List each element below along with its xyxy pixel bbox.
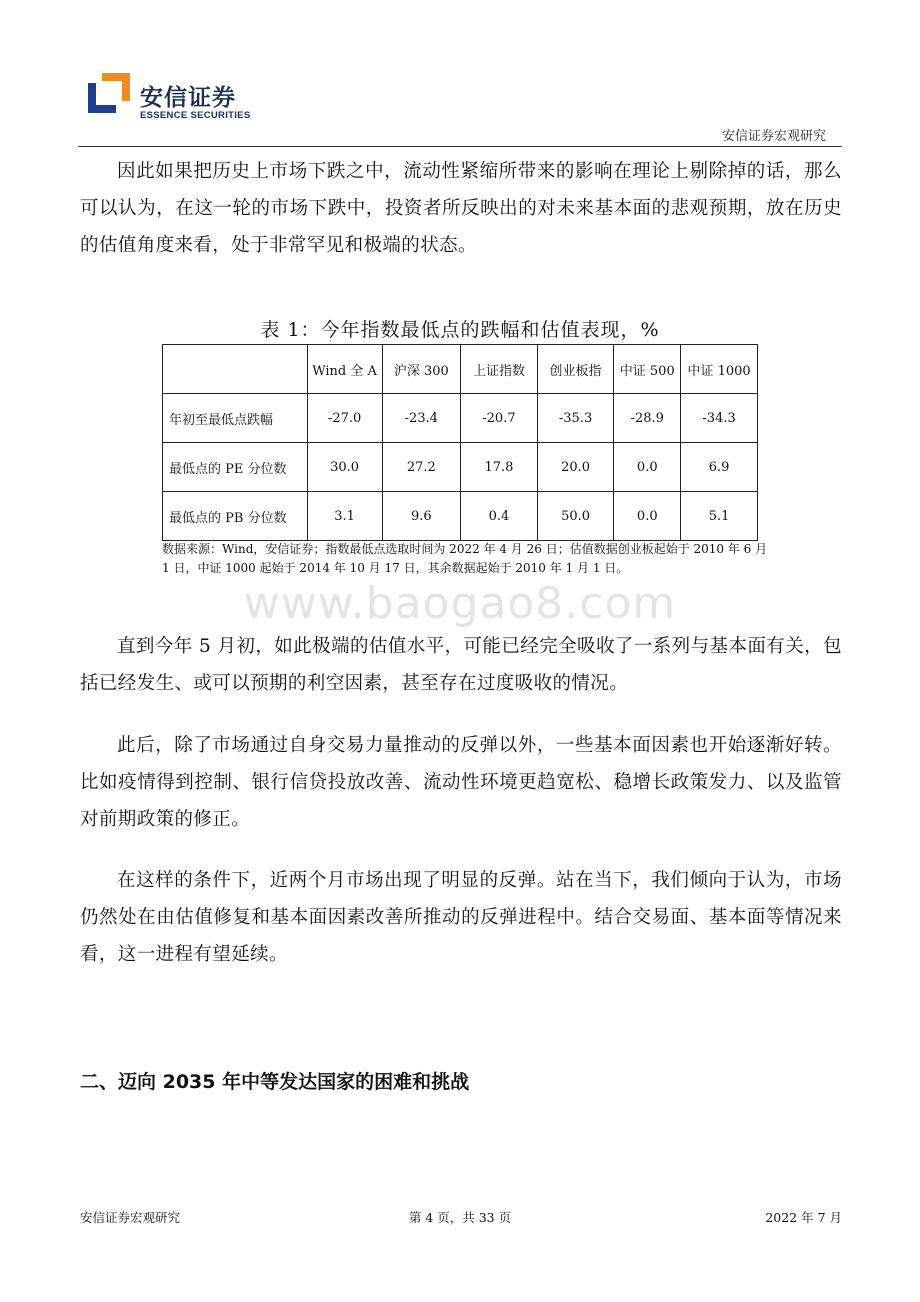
table-title: 表 1：今年指数最低点的跌幅和估值表现，% (260, 319, 660, 341)
table-cell: 50.0 (537, 492, 614, 541)
table-cell: 0.4 (461, 492, 538, 541)
section-heading: 二、迈向 2035 年中等发达国家的困难和挑战 (80, 1071, 470, 1093)
table-column-header: Wind 全 A (307, 345, 382, 394)
company-logo (88, 73, 328, 129)
table-cell: -28.9 (614, 394, 681, 443)
table-cell: 6.9 (681, 443, 758, 492)
paragraph-2: 直到今年 5 月初，如此极端的估值水平，可能已经完全吸收了一系列与基本面有关，包括已经发生、或可以预期的利空因素，甚至存在过度吸收的情况。 (80, 636, 842, 694)
table-row (163, 443, 758, 492)
paragraph-3: 此后，除了市场通过自身交易力量推动的反弹以外，一些基本面因素也开始逐渐好转。比如疫情得到控制、银行信贷投放改善、流动性环境更趋宽松、稳增长政策发力、以及监管对前期政策的修正。 (80, 735, 842, 830)
table-cell: 17.8 (461, 443, 538, 492)
table-column-header: 上证指数 (461, 345, 538, 394)
table-cell: 3.1 (307, 492, 382, 541)
table-cell: 27.2 (382, 443, 461, 492)
footer-date: 2022 年 7 月 (765, 1210, 842, 1225)
table-cell: 5.1 (681, 492, 758, 541)
table-column-header: 创业板指 (537, 345, 614, 394)
logo-chinese-name: 安信证券 (140, 85, 236, 111)
logo-mark-icon (88, 73, 130, 113)
paragraph-1: 因此如果把历史上市场下跌之中，流动性紧缩所带来的影响在理论上剔除掉的话，那么可以认为，在这一轮的市场下跌中，投资者所反映出的对未来基本面的悲观预期，放在历史的估值角度来看，处于非常罕见和极端的状态。 (80, 161, 842, 256)
footer-page-number: 第 4 页，共 33 页 (408, 1210, 512, 1225)
table-row-label: 最低点的 PE 分位数 (163, 443, 308, 492)
table-cell: -35.3 (537, 394, 614, 443)
table-header-row (163, 345, 758, 394)
table-row (163, 394, 758, 443)
table-row-label: 最低点的 PB 分位数 (163, 492, 308, 541)
table-cell: -20.7 (461, 394, 538, 443)
footer-report-label: 安信证券宏观研究 (80, 1210, 181, 1225)
table-cell: 20.0 (537, 443, 614, 492)
table-column-header: 中证 1000 (681, 345, 758, 394)
table-cell: 9.6 (382, 492, 461, 541)
table-row-label: 年初至最低点跌幅 (163, 394, 308, 443)
table-row (163, 492, 758, 541)
watermark: www.baogao8.com (243, 578, 677, 629)
table-column-header: 中证 500 (614, 345, 681, 394)
table-cell: 0.0 (614, 443, 681, 492)
paragraph-4: 在这样的条件下，近两个月市场出现了明显的反弹。站在当下，我们倾向于认为，市场仍然处在由估值修复和基本面因素改善所推动的反弹进程中。结合交易面、基本面等情况来看，这一进程有望延续。 (80, 870, 842, 965)
table-corner-cell (163, 345, 308, 394)
header-report-label: 安信证券宏观研究 (721, 129, 826, 144)
table-cell: -23.4 (382, 394, 461, 443)
table-source-note: 数据来源：Wind，安信证券；指数最低点选取时间为 2022 年 4 月 26 日；估值数据创业板起始于 2010 年 6 月 1 日，中证 1000 起始于 2014 年 10 月 17 日，其余数据起始于 2010 年 1 月 1 日。 (162, 542, 768, 575)
table-cell: 0.0 (614, 492, 681, 541)
valuation-table (162, 344, 758, 541)
table-cell: -27.0 (307, 394, 382, 443)
header-divider (78, 146, 842, 147)
table-cell: -34.3 (681, 394, 758, 443)
logo-english-name: ESSENCE SECURITIES (140, 110, 251, 121)
table-cell: 30.0 (307, 443, 382, 492)
table-column-header: 沪深 300 (382, 345, 461, 394)
